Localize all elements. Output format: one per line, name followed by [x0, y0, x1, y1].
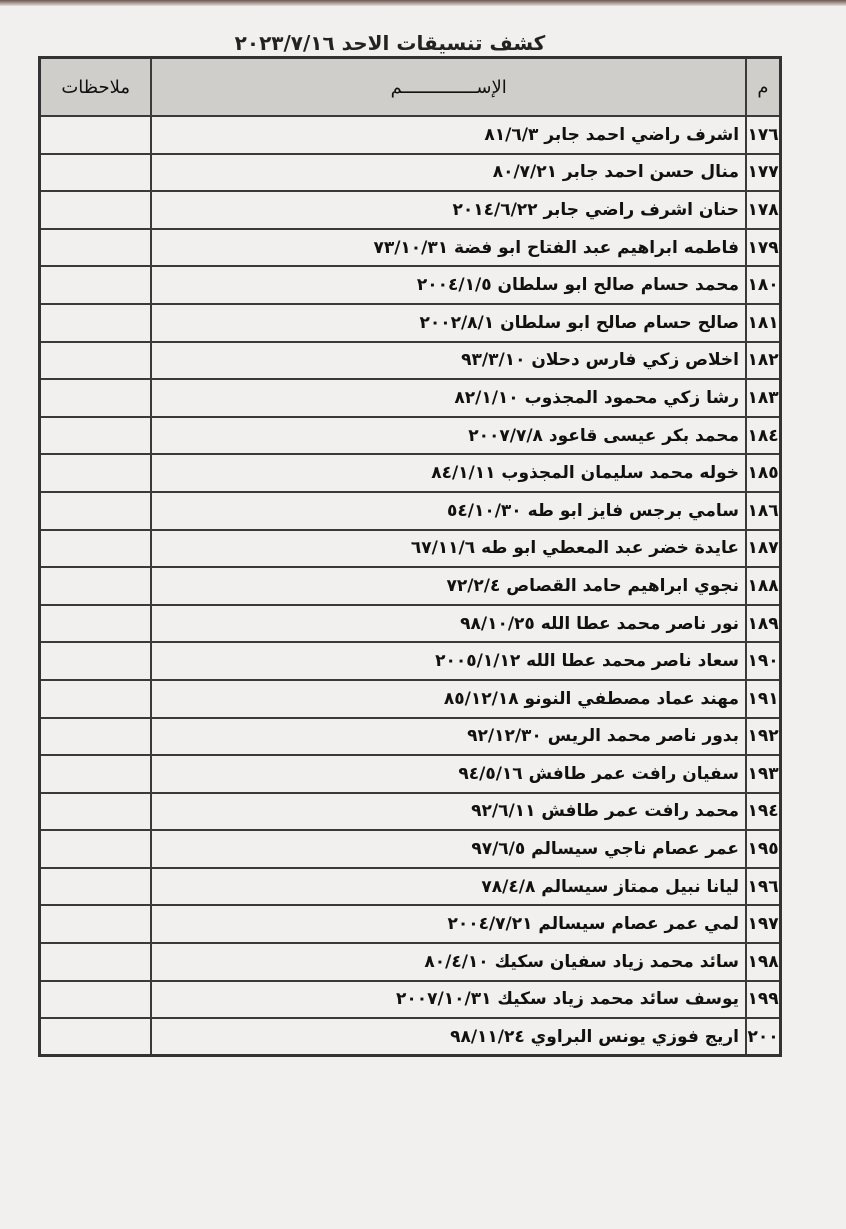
row-notes — [40, 379, 152, 417]
row-number: ١٩١ — [746, 680, 780, 718]
row-number: ١٩٣ — [746, 755, 780, 793]
row-entry: ليانا نبيل ممتاز سيسالم ٧٨/٤/٨ — [151, 868, 746, 906]
row-number: ١٨٩ — [746, 605, 780, 643]
row-entry: يوسف سائد محمد زياد سكيك ٢٠٠٧/١٠/٣١ — [151, 981, 746, 1019]
document-title: كشف تنسيقات الاحد ٢٠٢٣/٧/١٦ — [234, 31, 546, 55]
row-number: ١٩٥ — [746, 830, 780, 868]
row-notes — [40, 718, 152, 756]
row-entry: اشرف راضي احمد جابر ٨١/٦/٣ — [151, 116, 746, 154]
row-entry: حنان اشرف راضي جابر ٢٠١٤/٦/٢٢ — [151, 191, 746, 229]
row-notes — [40, 417, 152, 455]
table-row — [40, 191, 781, 229]
row-number: ١٩٦ — [746, 868, 780, 906]
row-entry: نجوي ابراهيم حامد القصاص ٧٢/٢/٤ — [151, 567, 746, 605]
row-notes — [40, 905, 152, 943]
table-row — [40, 718, 781, 756]
row-entry: سامي برجس فايز ابو طه ٥٤/١٠/٣٠ — [151, 492, 746, 530]
row-number: ١٨٦ — [746, 492, 780, 530]
row-number: ١٩٧ — [746, 905, 780, 943]
row-notes — [40, 755, 152, 793]
row-number: ١٨٠ — [746, 266, 780, 304]
table-row — [40, 530, 781, 568]
row-number: ١٧٦ — [746, 116, 780, 154]
row-number: ١٨٢ — [746, 342, 780, 380]
row-number: ١٨٧ — [746, 530, 780, 568]
row-number: ١٩٢ — [746, 718, 780, 756]
row-notes — [40, 642, 152, 680]
row-notes — [40, 342, 152, 380]
row-notes — [40, 530, 152, 568]
header-name: الإســــــــــــــم — [151, 58, 746, 117]
table-row — [40, 342, 781, 380]
row-entry: سعاد ناصر محمد عطا الله ٢٠٠٥/١/١٢ — [151, 642, 746, 680]
table-row — [40, 567, 781, 605]
row-number: ١٩٤ — [746, 793, 780, 831]
row-entry: بدور ناصر محمد الريس ٩٢/١٢/٣٠ — [151, 718, 746, 756]
table-row — [40, 981, 781, 1019]
row-number: ١٩٨ — [746, 943, 780, 981]
header-notes: ملاحظات — [40, 58, 152, 117]
row-entry: صالح حسام صالح ابو سلطان ٢٠٠٢/٨/١ — [151, 304, 746, 342]
row-notes — [40, 868, 152, 906]
row-entry: اريج فوزي يونس البراوي ٩٨/١١/٢٤ — [151, 1018, 746, 1056]
row-entry: رشا زكي محمود المجذوب ٨٢/١/١٠ — [151, 379, 746, 417]
row-notes — [40, 154, 152, 192]
row-notes — [40, 191, 152, 229]
row-notes — [40, 830, 152, 868]
row-entry: نور ناصر محمد عطا الله ٩٨/١٠/٢٥ — [151, 605, 746, 643]
row-notes — [40, 567, 152, 605]
row-entry: محمد بكر عيسى قاعود ٢٠٠٧/٧/٨ — [151, 417, 746, 455]
row-notes — [40, 304, 152, 342]
table-row — [40, 905, 781, 943]
table-row — [40, 605, 781, 643]
row-notes — [40, 492, 152, 530]
table-row — [40, 229, 781, 267]
table-row — [40, 492, 781, 530]
table-row — [40, 417, 781, 455]
row-entry: محمد رافت عمر طافش ٩٢/٦/١١ — [151, 793, 746, 831]
row-notes — [40, 943, 152, 981]
names-table — [38, 56, 782, 1057]
row-notes — [40, 793, 152, 831]
row-entry: سائد محمد زياد سفيان سكيك ٨٠/٤/١٠ — [151, 943, 746, 981]
table-row — [40, 454, 781, 492]
table-row — [40, 868, 781, 906]
row-entry: خوله محمد سليمان المجذوب ٨٤/١/١١ — [151, 454, 746, 492]
row-entry: محمد حسام صالح ابو سلطان ٢٠٠٤/١/٥ — [151, 266, 746, 304]
row-entry: عمر عصام ناجي سيسالم ٩٧/٦/٥ — [151, 830, 746, 868]
row-number: ١٩٩ — [746, 981, 780, 1019]
row-notes — [40, 981, 152, 1019]
table-row — [40, 1018, 781, 1056]
row-notes — [40, 680, 152, 718]
table-row — [40, 154, 781, 192]
row-entry: عايدة خضر عبد المعطي ابو طه ٦٧/١١/٦ — [151, 530, 746, 568]
table-row — [40, 304, 781, 342]
table-row — [40, 943, 781, 981]
table-header-row — [40, 58, 781, 117]
row-number: ١٨١ — [746, 304, 780, 342]
row-number: ١٧٧ — [746, 154, 780, 192]
row-entry: سفيان رافت عمر طافش ٩٤/٥/١٦ — [151, 755, 746, 793]
row-number: ١٨٤ — [746, 417, 780, 455]
table-row — [40, 830, 781, 868]
row-number: ٢٠٠ — [746, 1018, 780, 1056]
row-notes — [40, 116, 152, 154]
table-body — [40, 116, 781, 1056]
table-row — [40, 642, 781, 680]
row-entry: فاطمه ابراهيم عبد الفتاح ابو فضة ٧٣/١٠/٣١ — [151, 229, 746, 267]
table-row — [40, 680, 781, 718]
paper-top-edge — [0, 0, 846, 6]
row-number: ١٧٩ — [746, 229, 780, 267]
header-number: م — [746, 58, 780, 117]
table-row — [40, 266, 781, 304]
row-number: ١٨٥ — [746, 454, 780, 492]
table-row — [40, 755, 781, 793]
row-number: ١٨٣ — [746, 379, 780, 417]
row-notes — [40, 454, 152, 492]
row-notes — [40, 605, 152, 643]
table-row — [40, 116, 781, 154]
row-number: ١٨٨ — [746, 567, 780, 605]
row-entry: منال حسن احمد جابر ٨٠/٧/٢١ — [151, 154, 746, 192]
row-notes — [40, 1018, 152, 1056]
row-notes — [40, 266, 152, 304]
row-entry: مهند عماد مصطفي النونو ٨٥/١٢/١٨ — [151, 680, 746, 718]
table-row — [40, 379, 781, 417]
row-number: ١٩٠ — [746, 642, 780, 680]
row-notes — [40, 229, 152, 267]
row-entry: اخلاص زكي فارس دحلان ٩٣/٣/١٠ — [151, 342, 746, 380]
table-row — [40, 793, 781, 831]
row-number: ١٧٨ — [746, 191, 780, 229]
row-entry: لمي عمر عصام سيسالم ٢٠٠٤/٧/٢١ — [151, 905, 746, 943]
